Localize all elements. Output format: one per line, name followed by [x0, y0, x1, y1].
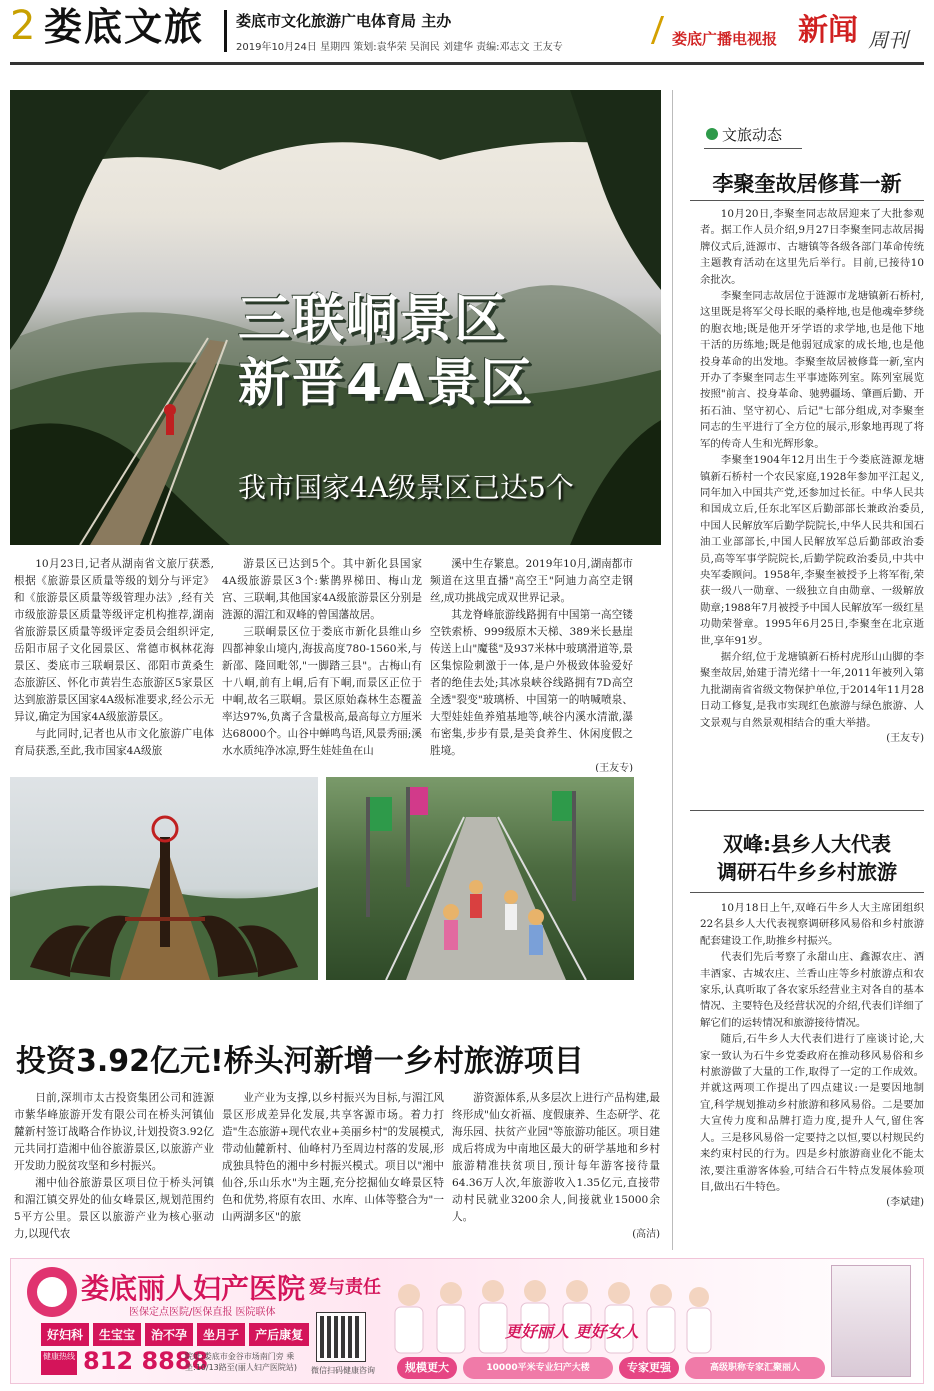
hero-title-line2: 新晋4A景区 [238, 354, 535, 414]
ad-pill: 10000平米专业妇产大楼 [463, 1357, 613, 1379]
bottom-col3-paragraph: 游资源体系,从多层次上进行产品构建,最终形成"仙女祈福、度假康养、生态研学、花海乐园、扶贫产业园"等旅游功能区。项目建成后将成为中南地区最大的研学基地和乡村旅游精准扶贫项目,预计每年游客接待量64.36万人次,年旅游收入1.35亿元,直接带动村民就业3200余人,间接就业15000余人。 [452, 1092, 660, 1223]
lead-col3-paragraph: 其龙脊峰旅游线路拥有中国第一高空镂空铁索桥、999级原木天梯、389米长悬崖传送上山"魔毯"及937米林中玻璃滑道等,景区集惊险刺激于一体,是户外极致体验爱好者的绝佳去处;其冰泉峡谷线路拥有7D高空全透"裂变"玻璃桥、中国第一的呐喊喷泉、大型娃娃鱼养殖基地等,峡谷内溪水清澈,瀑布密集,步步有景,是美食养生、休闲度假之胜境。 [430, 609, 633, 757]
ad-service-item: 好妇科 [41, 1323, 89, 1346]
qr-code-icon[interactable] [317, 1313, 365, 1361]
sidebar-story1-body [700, 206, 924, 802]
lead-article-byline: (王友专) [595, 763, 633, 772]
bottom-col1-paragraph: 日前,深圳市太古投资集团公司和涟源市紫华峰旅游开发有限公司在桥头河镇仙麓新村签订战略合作协议,计划投资3.92亿元共同打造湘中仙谷旅游景区,以旅游产业开发助力脱贫攻坚和乡村振兴。 [14, 1092, 214, 1172]
ad-pill: 专家更强 [619, 1357, 679, 1379]
masthead [0, 0, 934, 62]
ad-pill: 规模更大 [397, 1357, 457, 1379]
brand-news: 新闻 [798, 13, 858, 48]
lead-article-column-1 [14, 556, 214, 772]
hospital-logo-icon [27, 1267, 77, 1317]
hero-title-line1: 三联峒景区 [238, 290, 509, 350]
masthead-rule [10, 62, 924, 65]
story2-paragraph: 代表们先后考察了永甜山庄、鑫源农庄、酒丰酒家、古城农庄、兰香山庄等乡村旅游点和农家乐,认真听取了各农家乐经营业主对各自的基本情况、主要特色及经营状况的介绍,代表们详细了解它们的运转情况和旅游接待情况。 [700, 951, 924, 1029]
story2-headline-line1: 双峰:县乡人大代表 [723, 832, 891, 856]
hero-subtitle: 我市国家4A级景区已达5个 [238, 471, 574, 504]
story1-paragraph: 李聚奎1904年12月出生于今娄底涟源龙塘镇新石桥村一个农民家庭,1928年参加平江起义,同年加入中国共产党,还参加过长征。中华人民共和国成立后,任东北军区后勤部部长兼政治委员,中国人民解放军后勤学院院长,中华人民共和国石油工业部部长,中国人民解放军总后勤部政治委员,高等军事学院院长,后勤学院政治委员,中共中央军委顾问。1958年,李聚奎被授予上将军衔,荣获一级八一勋章、一级独立自由勋章、一级解放勋章;1988年7月被授予中国人民解放军一级红星功勋荣誉章。1995年6月25日,李聚奎在北京逝世,享年91岁。 [700, 454, 924, 647]
bottom-article-column-3 [452, 1090, 660, 1248]
credits-line: 2019年10月24日 星期四 策划:袁华荣 吴润民 刘建华 责编:邓志文 王友专 [236, 42, 563, 53]
ad-service-item: 坐月子 [197, 1323, 245, 1346]
story1-paragraph: 10月20日,李聚奎同志故居迎来了大批参观者。据工作人员介绍,9月27日李聚奎同志故居揭牌仪式后,涟源市、古塘镇等各级各部门革命传统主题教育活动在这里先后举行。目前,已接待10余批次。 [700, 208, 924, 286]
story2-headline-line2: 调研石牛乡乡村旅游 [717, 860, 897, 884]
story2-headline-rule [690, 892, 924, 893]
story1-paragraph: 据介绍,位于龙塘镇新石桥村虎形山山脚的李聚奎故居,始建于清光绪十一年,2011年被列入第九批湖南省省级文物保护单位,于2014年11月28日动工修复,是我市实现红色旅游与绿色旅游、人文景观与自然景观相结合的重大举措。 [700, 650, 924, 729]
sidebar-section-label-text: 文旅动态 [722, 126, 783, 144]
photo-glass-bridge-visitors [326, 777, 634, 980]
ad-service-item: 产后康复 [249, 1323, 309, 1346]
bottom-col1-paragraph: 湘中仙谷旅游景区项目位于桥头河镇和湄江镇交界处的仙女峰景区,规划范围约5平方公里。景区以旅游产业为核心驱动力,以现代农 [14, 1177, 214, 1240]
story2-paragraph: 10月18日上午,双峰石牛乡人大主席团组织22名县乡人大代表视察调研移风易俗和乡村旅游配套建设工作,助推乡村振兴。 [700, 902, 924, 947]
brand-name: 娄底广播电视报 [672, 30, 778, 48]
medical-staff-illustration [389, 1271, 719, 1357]
sidebar-section-label [704, 124, 782, 145]
section-label-underline [704, 148, 802, 149]
ad-hospital-name: 娄底丽人妇产医院 [81, 1272, 306, 1305]
bottom-article-column-2 [222, 1090, 444, 1248]
sponsor-line: 娄底市文化旅游广电体育局 主办 [236, 12, 452, 30]
ad-slogan: 爱与责任 [309, 1277, 381, 1298]
hero-title [238, 288, 534, 416]
ad-qr-caption: 微信扫码健康咨询 [311, 1366, 375, 1375]
ad-phone-label: 健康热线 [41, 1351, 77, 1375]
section-title: 娄底文旅 [44, 5, 205, 49]
page-number: 2 [10, 3, 36, 49]
bottom-article-headline: 投资3.92亿元!桥头河新增一乡村旅游项目 [16, 1044, 584, 1079]
story1-headline-rule [690, 200, 924, 201]
masthead-divider [224, 10, 227, 52]
lead-col3-paragraph: 溪中生存繁息。2019年10月,湖南都市频道在这里直播"高空王"阿迪力高空走钢丝,成功挑战完成双世界记录。 [430, 558, 633, 604]
lead-col1-paragraph: 10月23日,记者从湖南省文旅厅获悉,根据《旅游景区质量等级的划分与评定》和《旅游景区质量等级管理办法》,经有关市级旅游景区质量等级评定机构推荐,湖南省旅游景区质量等级评定委员会组织评定,岳阳市屈子文化园景区、常德市枫林花海景区、娄底市三联峒景区、邵阳市黄桑生态旅游区、怀化市黄岩生态旅游区5家景区达到旅游景区国家4A级标准要求,经公示无异议,确定为国家4A级旅游景区。 [14, 558, 214, 723]
story2-byline: (李斌建) [886, 1197, 924, 1209]
ad-tagline: 医保定点医院/医保直报 医院联体 [129, 1307, 276, 1318]
ad-service-item: 生宝宝 [93, 1323, 141, 1346]
gate-illustration [10, 777, 318, 980]
story2-paragraph: 随后,石牛乡人大代表们进行了座谈讨论,大家一致认为石牛乡党委政府在推动移风易俗和乡村旅游做了大量的工作,取得了一定的工作成效。并就这两项工作提出了四点建议:一是要因地制宜,科学规划推动乡村旅游和移风易俗。二是要加大宣传力度和品牌打造力度,提升人气,留住客人。三是移风易俗一定要持之以恒,要以村规民约来约束村民的行为。四是乡村旅游商业化不能太浓,要注重游客体验,可结合石牛特点发展体验项目,做出石牛特色。 [700, 1033, 924, 1193]
lead-col2-paragraph: 游景区已达到5个。其中新化县国家4A级旅游景区3个:紫鹊界梯田、梅山龙宫、三联峒,其他国家4A级旅游景区分别是涟源的湄江和双峰的曾国藩故居。 [222, 558, 422, 621]
sidebar-story2-headline [690, 830, 924, 886]
ad-service-item: 治不孕 [145, 1323, 193, 1346]
ad-pill: 高级职称专家汇聚丽人 [685, 1357, 825, 1379]
brand-weekly: 周刊 [868, 28, 908, 52]
ad-phone-number[interactable]: 812 8888 [83, 1347, 209, 1375]
ad-services-list [41, 1323, 309, 1346]
story1-paragraph: 李聚奎同志故居位于涟源市龙塘镇新石桥村,这里既是将军父母长眠的桑梓地,也是他魂牵梦绕的胞衣地;既是他开牙学语的求学地,也是他下地干活的历练地;既是他弱冠成家的成长地,也是他投身革命的出发地。李聚奎故居被修葺一新,室内开办了李聚奎同志生平事迹陈列室。陈列室展览按照"前言、投身革命、驰骋疆场、肇画后勤、开拓石油、坚守初心、后记"七部分组成,对李聚奎同志的生平进行了全方位的展示,形象地再现了将军的传奇人生和光辉形象。 [700, 290, 924, 450]
ad-address: 院址:娄底市金谷市场南门旁 乘坐:10/13路至(丽人妇产医院站) [185, 1352, 297, 1372]
story-separator [690, 810, 924, 811]
bridge-illustration [326, 777, 634, 980]
sidebar-divider [672, 90, 673, 1250]
lead-col1-paragraph: 与此同时,记者也从市文化旅游广电体育局获悉,至此,我市国家4A级旅 [14, 728, 214, 757]
sidebar-story2-body [700, 900, 924, 1246]
lead-article-column-2 [222, 556, 422, 772]
hospital-building-icon [831, 1265, 911, 1377]
hero-photo [10, 90, 661, 545]
photo-scenic-gate [10, 777, 318, 980]
story1-byline: (王友专) [886, 733, 924, 744]
lead-article-column-3 [430, 556, 633, 772]
bottom-col2-paragraph: 业产业为支撑,以乡村振兴为目标,与湄江风景区形成差异化发展,共享客源市场。着力打造"生态旅游+现代农业+美丽乡村"的发展模式,带动仙麓新村、仙峰村乃至周边村落的发展,形成独具特色的湘中乡村振兴模式。项目以"湘中仙谷,乐山乐水"为主题,充分挖掘仙女峰景区特色和优势,将原有农田、水库、山体等整合为"一山两湖多区"的旅 [222, 1092, 444, 1223]
bottom-article-column-1 [14, 1090, 214, 1248]
lead-col2-paragraph: 三联峒景区位于娄底市新化县维山乡四都神象山境内,海拔高度780-1560米,与新邵、隆回毗邻,"一脚踏三县"。古梅山有十八峒,前有上峒,后有下峒,而景区正位于中峒,故名三联峒。景区原始森林生态覆盖率达97%,负离子含量极高,最高每立方厘米达68000个。山谷中蝉鸣鸟语,风景秀丽;溪水水质纯净冰凉,野生娃娃鱼在山 [222, 626, 422, 757]
bottom-article-byline: (高洁) [632, 1229, 660, 1240]
sidebar-story1-headline: 李聚奎故居修葺一新 [712, 172, 902, 196]
hospital-advertisement[interactable] [10, 1258, 924, 1384]
ad-slogan-secondary: 更好丽人 更好女人 [505, 1322, 639, 1341]
